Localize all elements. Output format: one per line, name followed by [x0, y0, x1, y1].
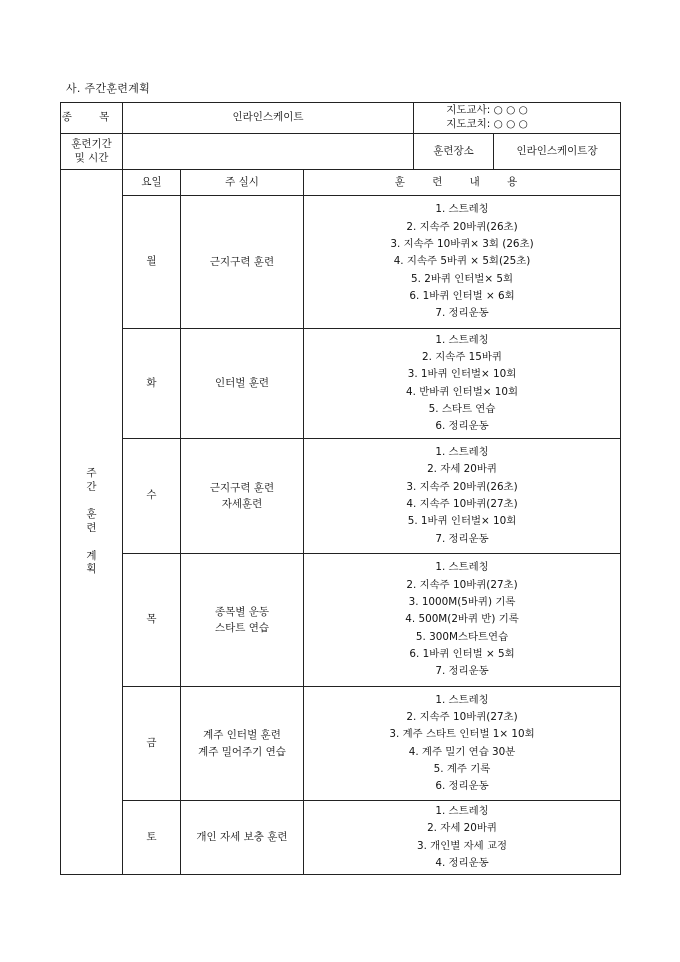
- content-item: 3. 1바퀴 인터벌× 10회: [407, 368, 517, 381]
- weekly-label-char: 획: [86, 563, 97, 576]
- activity-line: 근지구력 훈련: [209, 481, 275, 494]
- event-value: 인라인스케이트: [123, 103, 414, 134]
- column-header-activity: 주 실시: [181, 170, 304, 196]
- content-item: 1. 스트레칭: [435, 561, 489, 574]
- column-header-row: [61, 170, 621, 196]
- content-item: 5. 1바퀴 인터벌× 10회: [407, 515, 517, 528]
- day-row-fri: [61, 687, 621, 801]
- content-item: 2. 자세 20바퀴: [427, 822, 497, 835]
- content-item: 7. 정리운동: [435, 665, 489, 678]
- instructor-cell: [414, 103, 621, 134]
- content-item: 1. 스트레칭: [435, 804, 489, 817]
- content-item: 7. 정리운동: [435, 307, 489, 320]
- weekly-label-char: 주: [86, 467, 97, 480]
- content-item: 4. 정리운동: [435, 856, 489, 869]
- content-item: 2. 지속주 10바퀴(27초): [406, 710, 518, 723]
- day-cell: 금: [123, 687, 181, 801]
- activity-cell: [181, 554, 304, 687]
- content-item: 2. 지속주 20바퀴(26초): [406, 220, 518, 233]
- activity-line: 인터벌 훈련: [214, 377, 270, 390]
- weekly-label-char: 련: [86, 522, 97, 534]
- content-item: 1. 스트레칭: [435, 203, 489, 216]
- content-item: 5. 계주 기록: [433, 762, 491, 775]
- place-label: 훈련장소: [414, 134, 494, 170]
- content-item: 3. 지속주 10바퀴× 3회 (26초): [390, 238, 534, 251]
- content-item: 3. 1000M(5바퀴) 기록: [408, 596, 516, 609]
- content-cell: [304, 687, 621, 801]
- content-item: 1. 스트레칭: [435, 446, 489, 459]
- content-item: 5. 2바퀴 인터벌× 5회: [411, 272, 513, 285]
- activity-line: 계주 인터벌 훈련: [203, 729, 281, 742]
- day-row-thu: [61, 554, 621, 687]
- content-cell: [304, 554, 621, 687]
- content-item: 2. 지속주 15바퀴: [422, 350, 502, 363]
- period-value: [123, 134, 414, 170]
- content-item: 3. 개인별 자세 교정: [416, 839, 508, 852]
- period-label-line1: 훈련기간: [71, 138, 112, 151]
- weekly-label-char: 훈: [86, 508, 97, 521]
- content-item: 4. 계주 밀기 연습 30분: [408, 745, 516, 758]
- day-cell: 목: [123, 554, 181, 687]
- activity-line: 종목별 운동: [214, 605, 270, 618]
- column-header-content: 훈 련 내 용: [304, 170, 621, 196]
- activity-line: 근지구력 훈련: [209, 255, 275, 268]
- content-item: 4. 반바퀴 인터벌× 10회: [406, 385, 519, 398]
- activity-cell: [181, 196, 304, 329]
- content-item: 6. 1바퀴 인터벌 × 6회: [409, 289, 515, 302]
- weekly-label-char: 간: [86, 480, 97, 493]
- day-row-mon: [61, 196, 621, 329]
- content-cell: [304, 439, 621, 554]
- activity-cell: [181, 801, 304, 875]
- weekly-training-plan-table: [60, 102, 621, 875]
- content-item: 1. 스트레칭: [435, 693, 489, 706]
- content-cell: [304, 801, 621, 875]
- content-item: 4. 지속주 10바퀴(27초): [406, 498, 518, 510]
- day-cell: 수: [123, 439, 181, 554]
- content-item: 2. 지속주 10바퀴(27초): [406, 578, 518, 591]
- activity-line: 자세훈련: [221, 498, 263, 510]
- activity-line: 계주 밀어주기 연습: [198, 745, 286, 758]
- content-item: 3. 지속주 20바퀴(26초): [406, 480, 518, 493]
- day-cell: 화: [123, 329, 181, 439]
- day-row-wed: [61, 439, 621, 554]
- period-label: [61, 134, 123, 170]
- content-item: 1. 스트레칭: [435, 333, 489, 346]
- header-row-period: [61, 134, 621, 170]
- activity-cell: [181, 329, 304, 439]
- activity-line: 개인 자세 보충 훈련: [196, 831, 288, 844]
- day-row-tue: [61, 329, 621, 439]
- instructor-teacher: 지도교사: ○ ○ ○: [446, 104, 528, 117]
- day-row-sat: [61, 801, 621, 875]
- content-item: 6. 1바퀴 인터벌 × 5회: [409, 647, 515, 660]
- content-cell: [304, 196, 621, 329]
- content-item: 7. 정리운동: [435, 532, 489, 545]
- page-heading: 사. 주간훈련계획: [66, 82, 151, 95]
- instructor-coach: 지도코치: ○ ○ ○: [446, 118, 528, 130]
- period-label-line2: 및 시간: [74, 151, 109, 164]
- content-item: 4. 500M(2바퀴 반) 기록: [405, 613, 519, 626]
- header-row-event: [61, 103, 621, 134]
- content-cell: [304, 329, 621, 439]
- content-item: 5. 스타트 연습: [428, 402, 496, 415]
- content-item: 6. 정리운동: [435, 780, 489, 793]
- day-cell: 월: [123, 196, 181, 329]
- activity-line: 스타트 연습: [214, 622, 270, 634]
- content-item: 4. 지속주 5바퀴 × 5회(25초): [393, 255, 531, 268]
- event-label: 종 목: [61, 103, 123, 134]
- weekly-training-label: [61, 170, 123, 875]
- activity-cell: [181, 439, 304, 554]
- content-item: 3. 계주 스타트 인터벌 1× 10회: [389, 728, 535, 741]
- column-header-day: 요일: [123, 170, 181, 196]
- place-value: 인라인스케이트장: [494, 134, 621, 170]
- activity-cell: [181, 687, 304, 801]
- day-cell: 토: [123, 801, 181, 875]
- content-item: 6. 정리운동: [435, 420, 489, 433]
- content-item: 5. 300M스타트연습: [415, 630, 509, 643]
- content-item: 2. 자세 20바퀴: [427, 463, 497, 476]
- weekly-label-char: 계: [86, 549, 97, 562]
